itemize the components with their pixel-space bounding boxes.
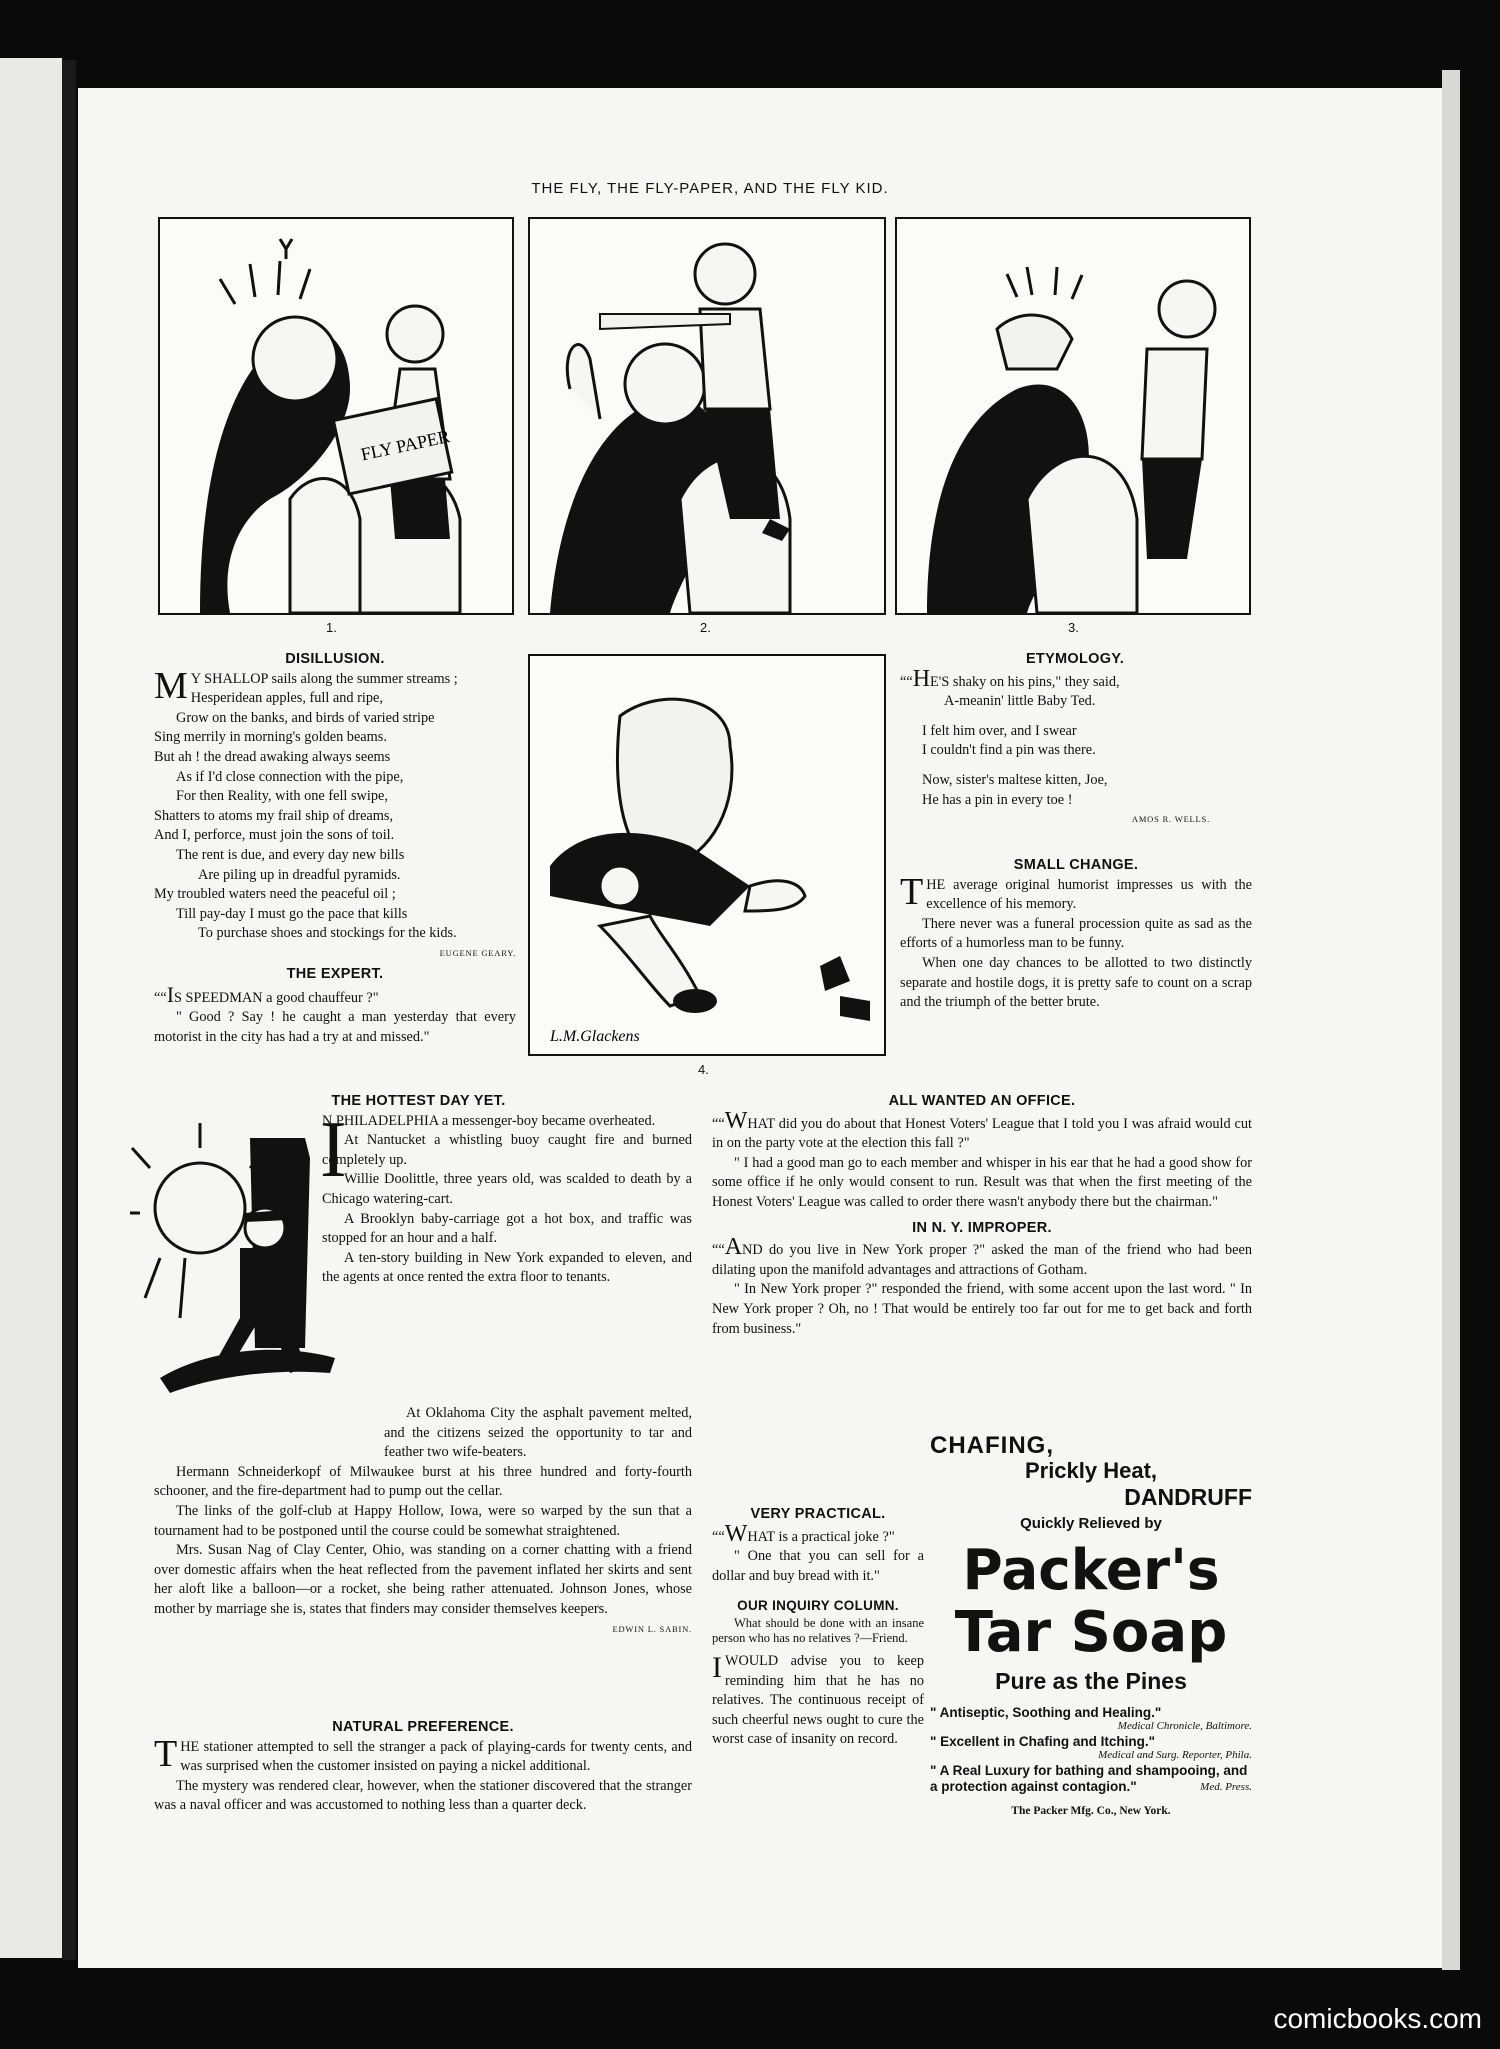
ad-line-relieved: Quickly Relieved by — [1020, 1515, 1162, 1532]
paragraph: " In New York proper ?" responded the friend, with some accent upon the last word. " In New York proper ? Oh, no ! That would be entirely too far out for me to get back and forth from business." — [712, 1281, 1252, 1337]
paragraph: HE average original humorist impresses us with the excellence of his memory. — [926, 876, 1252, 913]
hottest-day-title: THE HOTTEST DAY YET. — [331, 1093, 506, 1109]
ad-line-chafing: CHAFING, — [930, 1432, 1054, 1459]
drop-cap: T — [900, 870, 924, 913]
paragraph: When one day chances to be allotted to two distinctly separate and hostile dogs, it is pretty safe to count on a scrap and the triumph of the better brute. — [900, 954, 1252, 1011]
expert-line-1: S SPEEDMAN a good chauffeur ?" — [174, 989, 379, 1006]
poem-line: He has a pin in every toe ! — [922, 791, 1073, 808]
poem-line: Sing merrily in morning's golden beams. — [154, 729, 387, 746]
author-credit: AMOS R. WELLS. — [1131, 814, 1210, 825]
paragraph: A ten-story building in New York expanded to eleven, and the agents at once rented the extra floor to tenants. — [322, 1249, 692, 1286]
poem-line: I felt him over, and I swear — [922, 722, 1077, 739]
hottest-drop-cap: I — [320, 1106, 347, 1194]
paragraph: Hermann Schneiderkopf of Milwaukee burst at his three hundred and forty-fourth schooner, and the fire-department had to pump out the cellar. — [154, 1463, 692, 1500]
author-credit: EUGENE GEARY. — [439, 947, 516, 958]
page-spine — [62, 60, 76, 1960]
improper-title: IN N. Y. IMPROPER. — [912, 1219, 1052, 1236]
paragraph: Mrs. Susan Nag of Clay Center, Ohio, was standing on a corner chatting with a friend over domestic affairs when the heat reflected from the pavement inflated her skirts and sent her aloft like a balloon—or a rocket, she being rather attenuated. Johnson Jones, whose mother by marriage she is, states that finders may consider themselves keepers. — [154, 1542, 692, 1617]
panel-1-drawing — [160, 219, 512, 613]
comic-panel-1 — [158, 217, 514, 615]
hottest-day-bottom — [154, 1404, 692, 1639]
etymology-title: ETYMOLOGY. — [1025, 651, 1125, 667]
drop-cap: W — [724, 1107, 748, 1134]
expert-joke: THE EXPERT. ““IS SPEEDMAN a good chauffeur ?" " Good ? Say ! he caught a man yesterday that every motorist in the city has had a try at and missed." — [154, 965, 516, 1047]
poem-line: Grow on the banks, and birds of varied stripe — [176, 709, 435, 726]
panel-number-2: 2. — [700, 620, 711, 635]
panel-number-3: 3. — [1068, 620, 1079, 635]
right-page-edge — [1442, 70, 1460, 1970]
small-change-title: SMALL CHANGE. — [1013, 857, 1139, 873]
poem-line: Shatters to atoms my frail ship of dreams, — [154, 807, 394, 824]
author-credit: EDWIN L. SABIN. — [612, 1623, 692, 1634]
drop-cap: I — [712, 1650, 722, 1684]
ad-source-1: Medical Chronicle, Baltimore. — [1117, 1720, 1252, 1732]
paragraph: A Brooklyn baby-carriage got a hot box, and traffic was stopped for an hour and a half. — [322, 1210, 692, 1247]
drop-cap: I — [166, 981, 175, 1007]
poem-line: Hesperidean apples, full and ripe, — [190, 690, 383, 707]
fly-paper-sign: FLY PAPER — [359, 426, 452, 465]
disillusion-poem — [154, 650, 516, 964]
expert-title: THE EXPERT. — [286, 966, 384, 982]
practical-title: VERY PRACTICAL. — [750, 1506, 886, 1522]
poem-line: Y SHALLOP sails along the summer streams ; — [190, 670, 458, 687]
panel-number-4: 4. — [698, 1062, 709, 1077]
paragraph: HE stationer attempted to sell the stranger a pack of playing-cards for twenty cents, and was surprised when the customer insisted on paying a nickel additional. — [180, 1738, 692, 1775]
comic-panel-2 — [528, 217, 886, 615]
ad-brand-packers: Packer's — [962, 1538, 1220, 1603]
paragraph: " One that you can sell for a dollar and buy bread with it." — [712, 1548, 924, 1584]
ad-quote-3: " A Real Luxury for bathing and shampooing, and a protection against contagion." — [930, 1763, 1248, 1794]
inquiry-question: What should be done with an insane person who has no relatives ?—Friend. — [712, 1615, 924, 1645]
poem-line: My troubled waters need the peaceful oil ; — [154, 886, 396, 903]
paragraph: HAT is a practical joke ?" — [747, 1528, 895, 1545]
drop-cap: A — [724, 1234, 743, 1261]
ad-maker: The Packer Mfg. Co., New York. — [1011, 1805, 1171, 1817]
paragraph: At Nantucket a whistling buoy caught fire and burned completely up. — [322, 1132, 692, 1168]
small-change-section — [900, 856, 1252, 1013]
ad-line-prickly: Prickly Heat, — [1024, 1458, 1158, 1483]
paragraph: The mystery was rendered clear, however, when the stationer discovered that the stranger was a naval officer and was accustomed to nothing less than a quarter deck. — [154, 1777, 692, 1814]
poem-line: And I, perforce, must join the sons of toil. — [154, 827, 395, 844]
office-title: ALL WANTED AN OFFICE. — [888, 1093, 1076, 1109]
comic-panel-4 — [528, 654, 886, 1056]
ad-source-2: Medical and Surg. Reporter, Phila. — [1098, 1749, 1252, 1761]
poem-line: E'S shaky on his pins," they said, — [930, 673, 1120, 690]
poem-line: I couldn't find a pin was there. — [922, 742, 1096, 759]
drop-cap: W — [724, 1520, 748, 1547]
paragraph: N PHILADELPHIA a messenger-boy became overheated. — [322, 1112, 656, 1129]
panel-3-drawing — [897, 219, 1249, 613]
poem-line: Are piling up in dreadful pyramids. — [198, 866, 401, 883]
inquiry-answer: WOULD advise you to keep reminding him that he has no relatives. The continuous receipt of such cheerful news ought to cure the worst case of insanity on record. — [712, 1652, 924, 1748]
panel-number-1: 1. — [326, 620, 337, 635]
poem-line: The rent is due, and every day new bills — [176, 846, 405, 863]
paragraph: The links of the golf-club at Happy Hollow, Iowa, were so warped by the sun that a tournament had to be postponed until the course could be somewhat straightened. — [154, 1502, 692, 1539]
natural-preference-section — [154, 1718, 692, 1816]
etymology-poem: ETYMOLOGY. ““HE'S shaky on his pins," they said, A-meanin' little Baby Ted. I felt him over, and I swear I couldn't find a pin was there. Now, sister's maltese kitten, Joe, He has a pin in every toe ! AMOS R. WELLS. — [900, 650, 1250, 830]
poem-line: As if I'd close connection with the pipe, — [176, 768, 404, 785]
disillusion-title: DISILLUSION. — [285, 651, 385, 667]
poem-line: Now, sister's maltese kitten, Joe, — [922, 771, 1108, 788]
paragraph: " I had a good man go to each member and whisper in his ear that he had a good show for some office if he only would consent to run. Result was that when the first meeting of the Honest Voters' League was called to order there wasn't anybody there but the chairman." — [712, 1154, 1252, 1210]
ad-quote-1: " Antiseptic, Soothing and Healing." — [930, 1705, 1162, 1720]
ad-source-3: Med. Press. — [1200, 1781, 1252, 1793]
comic-panel-3 — [895, 217, 1251, 615]
office-section: ALL WANTED AN OFFICE. ““WHAT did you do about that Honest Voters' League that I told you I was afraid would cut in on the party vote at the election this fall ?" " I had a good man go to each member and whisper in his ear that he had a good show for some office if he only would consent to run. Result was that when the first meeting of the Honest Voters' League was called to order there wasn't anybody there but the chairman." IN N. Y. IMPROPER. ““AND do you live in New York proper ?" asked the man of the friend who had been dilating upon the manifold advantages and attractions of Gotham. " In New York proper ?" responded the friend, with some accent upon the last word. " In New York proper ? Oh, no ! That would be entirely too far out for me to get back and forth from business." — [712, 1092, 1252, 1339]
paragraph: At Oklahoma City the asphalt pavement melted, and the citizens seized the opportunity to tar and feather two wife-beaters. — [384, 1405, 692, 1461]
panel-4-drawing — [530, 656, 884, 1054]
expert-line-2: " Good ? Say ! he caught a man yesterday that every motorist in the city has had a try at and missed." — [154, 1009, 516, 1045]
narrow-column: VERY PRACTICAL. ““WHAT is a practical joke ?" " One that you can sell for a dollar and buy bread with it." OUR INQUIRY COLUMN. What should be done with an insane person who has no relatives ?—Friend. IWOULD advise you to keep reminding him that he has no relatives. The continuous receipt of such cheerful news ought to cure the worst case of insanity on record. — [712, 1506, 924, 1748]
ad-quote-2: " Excellent in Chafing and Itching." — [930, 1734, 1156, 1749]
paragraph: There never was a funeral procession quite as sad as the efforts of a humorless man to be funny. — [900, 915, 1252, 952]
natural-preference-title: NATURAL PREFERENCE. — [332, 1719, 514, 1735]
comic-title: THE FLY, THE FLY-PAPER, AND THE FLY KID. — [531, 180, 889, 197]
left-page-edge — [0, 58, 62, 1958]
poem-line: A-meanin' little Baby Ted. — [944, 693, 1096, 710]
poem-line: Till pay-day I must go the pace that kills — [176, 905, 408, 922]
packers-tar-soap-ad — [930, 1432, 1252, 1817]
drop-cap: M — [154, 664, 188, 707]
poem-line: For then Reality, with one fell swipe, — [176, 788, 388, 805]
inquiry-title: OUR INQUIRY COLUMN. — [737, 1598, 899, 1614]
drop-cap: T — [154, 1732, 178, 1775]
paragraph: Willie Doolittle, three years old, was scalded to death by a Chicago watering-cart. — [322, 1171, 692, 1207]
site-watermark: comicbooks.com — [1273, 2003, 1482, 2034]
paragraph: ND do you live in New York proper ?" asked the man of the friend who had been dilating upon the manifold advantages and attractions of Gotham. — [712, 1242, 1252, 1278]
ad-tagline: Pure as the Pines — [995, 1668, 1187, 1694]
drop-cap: H — [912, 665, 931, 692]
poem-line: To purchase shoes and stockings for the kids. — [198, 925, 457, 942]
artist-signature: L.M.Glackens — [550, 1028, 640, 1045]
paragraph: HAT did you do about that Honest Voters' League that I told you I was afraid would cut in on the party vote at the election this fall ?" — [712, 1115, 1252, 1152]
poem-line: But ah ! the dread awaking always seems — [154, 748, 391, 765]
ad-brand-tar-soap: Tar Soap — [954, 1600, 1228, 1665]
ad-line-dandruff: DANDRUFF — [1124, 1484, 1252, 1510]
hottest-day-top — [300, 1092, 692, 1288]
panel-2-drawing — [530, 219, 884, 613]
